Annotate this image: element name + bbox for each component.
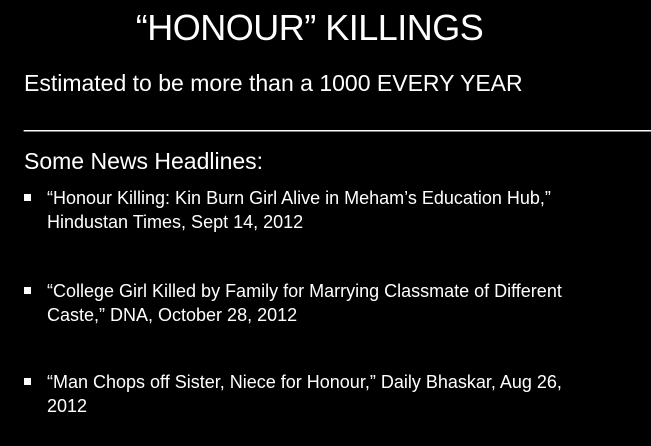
slide-title: “HONOUR” KILLINGS [135,7,484,48]
section-heading: Some News Headlines: [24,148,264,174]
headline-text: “Man Chops off Sister, Niece for Honour,” Daily Bhaskar, Aug 26, 2012 [47,372,562,416]
square-bullet-icon [24,194,31,201]
square-bullet-icon [24,378,31,385]
slide-subtitle: Estimated to be more than a 1000 EVERY YEAR [24,70,523,96]
square-bullet-icon [24,287,31,294]
divider-line: _________________________________________________ [24,106,651,132]
headline-text: “Honour Killing: Kin Burn Girl Alive in Meham’s Education Hub,” Hindustan Times, Sept 14, 2012 [47,188,551,232]
headline-text: “College Girl Killed by Family for Marrying Classmate of Different Caste,” DNA, October 28, 2012 [47,281,562,325]
